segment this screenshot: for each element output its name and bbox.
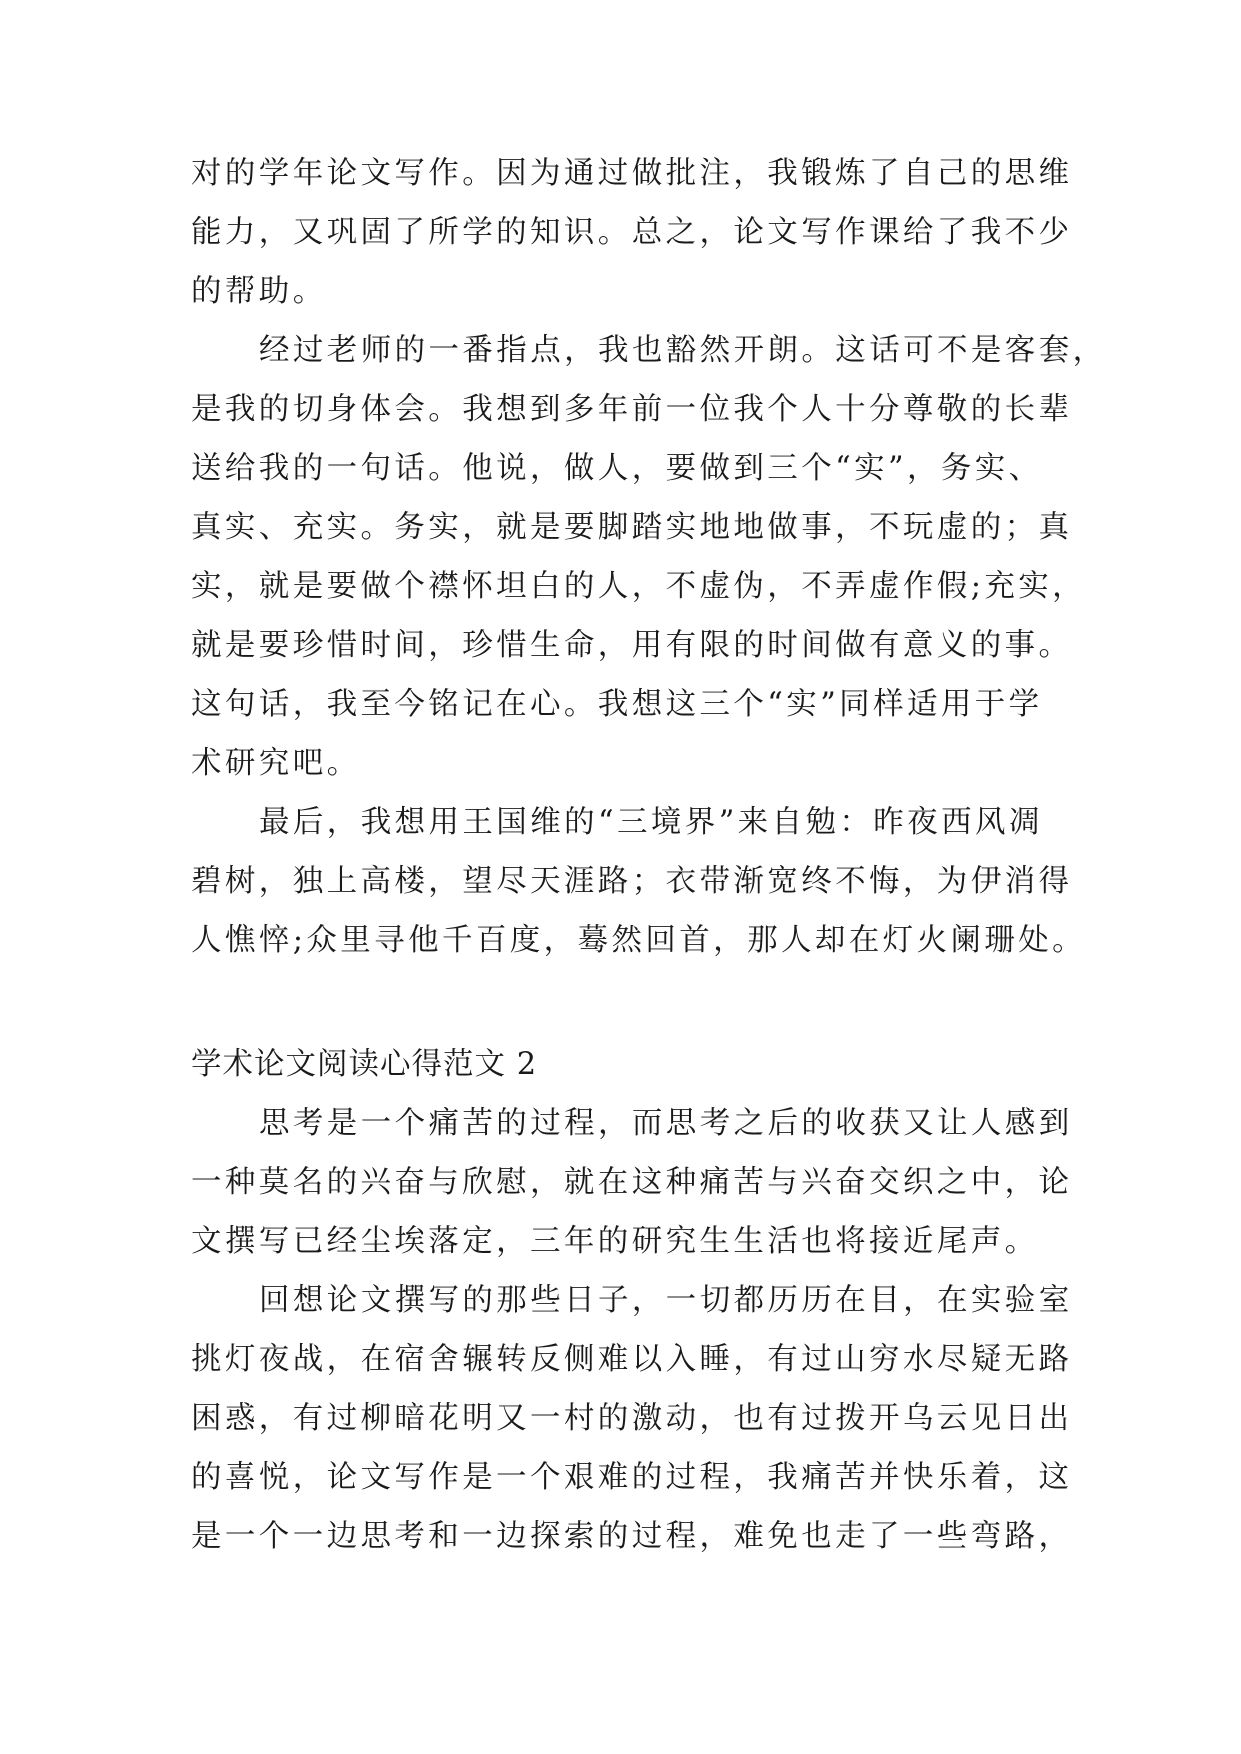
text-line: 就是要珍惜时间，珍惜生命，用有限的时间做有意义的事。 — [191, 628, 1073, 663]
text-line: 人憔悴;众里寻他千百度，蓦然回首，那人却在灯火阑珊处。 — [191, 923, 1087, 958]
text-line: 困惑，有过柳暗花明又一村的激动，也有过拨开乌云见日出 — [191, 1401, 1073, 1436]
text-line: 实，就是要做个襟怀坦白的人，不虚伪，不弄虚作假;充实， — [191, 569, 1087, 604]
text-line: 是一个一边思考和一边探索的过程，难免也走了一些弯路， — [191, 1519, 1073, 1554]
paragraph-first-line: 回想论文撰写的那些日子，一切都历历在目，在实验室 — [259, 1283, 1073, 1318]
text-line: 的帮助。 — [191, 274, 327, 309]
text-line: 真实、充实。务实，就是要脚踏实地地做事，不玩虚的；真 — [191, 510, 1073, 545]
text-line: 这句话，我至今铭记在心。我想这三个“实”同样适用于学 — [191, 687, 1043, 722]
body-text-part2 — [191, 1094, 1071, 1566]
text-line: 文撰写已经尘埃落定，三年的研究生生活也将接近尾声。 — [191, 1224, 1039, 1259]
text-line: 送给我的一句话。他说，做人，要做到三个“实”，务实、 — [191, 451, 1043, 486]
text-line: 能力，又巩固了所学的知识。总之，论文写作课给了我不少 — [191, 215, 1073, 250]
text-line: 的喜悦，论文写作是一个艰难的过程，我痛苦并快乐着，这 — [191, 1460, 1073, 1495]
text-line: 碧树，独上高楼，望尽天涯路；衣带渐宽终不悔，为伊消得 — [191, 864, 1073, 899]
paragraph-first-line: 思考是一个痛苦的过程，而思考之后的收获又让人感到 — [259, 1106, 1073, 1141]
body-text-part1 — [191, 144, 1107, 970]
text-line: 术研究吧。 — [191, 746, 361, 781]
text-line: 是我的切身体会。我想到多年前一位我个人十分尊敬的长辈 — [191, 392, 1073, 427]
paragraph-first-line: 经过老师的一番指点，我也豁然开朗。这话可不是客套， — [259, 333, 1107, 368]
paragraph-first-line: 最后，我想用王国维的“三境界”来自勉：昨夜西风凋 — [259, 805, 1043, 840]
section-heading: 学术论文阅读心得范文 2 — [191, 1047, 538, 1082]
text-line: 挑灯夜战，在宿舍辗转反侧难以入睡，有过山穷水尽疑无路 — [191, 1342, 1073, 1377]
text-line: 对的学年论文写作。因为通过做批注，我锻炼了自己的思维 — [191, 156, 1073, 191]
text-line: 一种莫名的兴奋与欣慰，就在这种痛苦与兴奋交织之中，论 — [191, 1165, 1073, 1200]
